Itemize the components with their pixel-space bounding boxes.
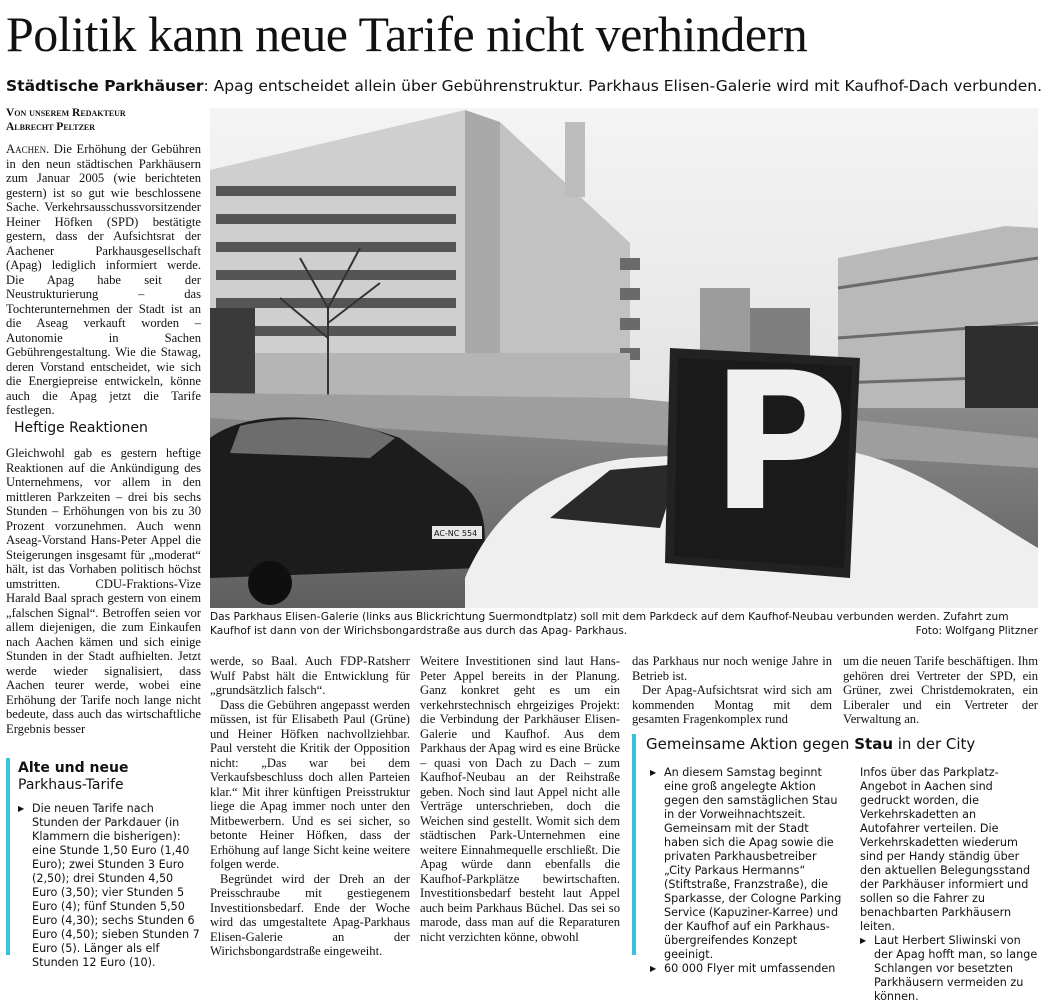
lead-text: Die Erhöhung der Gebühren in den neun städtischen Parkhäusern zum Januar 2005 (wie berichteten gestern) ist so gut wie beschlossene Sache. Verkehrsausschussvorsitzender Heiner Höfken (SPD) bestätigte gestern, dass der Aufsichtsrat der Aachener Parkhausgesellschaft (Apag) lediglich informiert werde. Die Apag habe seit der Neustrukturierung – das Tochterunternehmen der Stadt ist an die Aseag verkauft worden – Autonomie in Sachen Gebührengestaltung. Wie die Stawag, deren Vorstand entscheidet, wie sich die Energiepreise entwickeln, könne auch die Apag jetzt die Tarife festlegen. bbox=[6, 142, 201, 417]
paragraph-vertreter: um die neuen Tarife beschäftigen. Ihm gehören drei Vertreter der SPD, ein Grüner, zwei Christdemokraten, ein Liberaler und ein Vertreter der Verwaltung an. bbox=[843, 654, 1038, 726]
photo-caption bbox=[210, 611, 1038, 638]
stau-bullet-sliwinski: ▶ Laut Herbert Sliwinski von der Apag hofft man, so lange Schlangen vor besetzten Parkhäusern vermeiden zu können. bbox=[860, 934, 1038, 1004]
stau-text-kadetten: Infos über das Parkplatz-Angebot in Aachen sind gedruckt worden, die Verkehrskadetten an Autofahrer verteilen. Die Verkehrskadetten wiederum sind per Handy ständig über den aktuellen Belegungsstand der Parkhäuser informiert und sollen so die Fahrer zu benachbarten Parkhäusern leiten. bbox=[860, 766, 1031, 933]
photo-credit: Foto: Wolfgang Plitzner bbox=[910, 625, 1038, 639]
stau-bullet-aktion: ▶ An diesem Samstag beginnt eine groß angelegte Aktion gegen den samstäglichen Stau in der Vorweihnachtszeit. Gemeinsam mit der Stadt haben sich die Apag sowie die privaten Parkhausbetreiber „City Parkaus Hermanns“ (Stiftstraße, Franzstraße), die Sparkasse, der Cologne Parking Service (Kapuziner-Karree) und der Kaufhof auf ein Parkhaus-übergreifendes Konzept geeinigt. bbox=[650, 766, 846, 962]
article-column-2 bbox=[210, 654, 410, 958]
article-lead bbox=[6, 142, 201, 417]
article-column-3 bbox=[420, 654, 620, 954]
subheadline bbox=[6, 76, 1042, 96]
parking-sign-letter: P bbox=[710, 332, 850, 553]
photo-parkhaus-scene bbox=[210, 108, 1038, 608]
byline-role: Von unserem Redakteur bbox=[6, 107, 126, 119]
subheading-reaktionen: Heftige Reaktionen bbox=[14, 420, 148, 436]
infobox-tarife-title bbox=[10, 758, 206, 794]
caption-text: Das Parkhaus Elisen-Galerie (links aus Blickrichtung Suermondtplatz) soll mit dem Parkdeck auf dem Kaufhof-Neubau verbunden werden. Zufahrt zum Kaufhof ist dann von der Wirichsbongardstraße aus durch das Apag- Parkhaus. bbox=[210, 611, 1009, 637]
subhead-text: : Apag entscheidet allein über Gebührenstruktur. Parkhaus Elisen-Galerie wird mit Kaufhof-Dach verbunden. bbox=[203, 77, 1042, 95]
tarife-list: ▶ Die neuen Tarife nach Stunden der Parkdauer (in Klammern die bisherigen): eine Stunde 1,50 Euro (1,40 Euro); zwei Stunden 3 Euro (2,50); drei Stunden 4,50 Euro (3,50); vier Stunden 5 Euro (4); fünf Stunden 5,50 Euro (4,30); sechs Stunden 6 Euro (4,50); sieben Stunden 7 Euro (5). Länger als elf Stunden 12 Euro (10). bbox=[18, 802, 202, 970]
article-column-4 bbox=[632, 654, 832, 726]
infobox-tarife-title-2: Parkhaus-Tarife bbox=[18, 777, 124, 793]
paragraph-aufsichtsrat: Der Apag-Aufsichtsrat wird sich am kommenden Montag mit dem gesamten Fragenkomplex rund bbox=[632, 683, 832, 726]
paragraph-investition: Begründet wird der Dreh an der Preisschraube mit gestiegenem Investitionsbedarf. Ende der Woche wird das umgestaltete Apag-Parkhaus Elisen-Galerie an der Wirichsbongardstraße eingeweiht. bbox=[210, 871, 410, 958]
paragraph-reaktionen: Gleichwohl gab es gestern heftige Reaktionen auf die Ankündigung des Unternehmens, vor allem in den mittleren Parkzeiten – drei bis sechs Stunden – Erhöhungen von bis zu 30 Prozent vorzunehmen. Auch wenn Aseag-Vorstand Hans-Peter Appel die Steigerungen insgesamt für „moderat“ hält, ist das Vorhaben politisch höchst umstritten. CDU-Fraktions-Vize Harald Baal sprach gestern von einem „falschen Signal“. Betroffen seien vor allem diejenigen, die zum Einkaufen nach Aachen kämen und sich einige Stunden in der Stadt aufhielten. Jetzt werde wieder signalisiert, dass Aachen teurer werde, wobei eine Erhöhung der Tarife noch lange nicht bedeute, dass auch das wirtschaftliche Ergebnis besser bbox=[6, 446, 201, 736]
infobox-stau-column-2 bbox=[860, 766, 1038, 1003]
infobox-tarife bbox=[6, 758, 206, 969]
headline: Politik kann neue Tarife nicht verhindern bbox=[6, 6, 808, 62]
news-photo bbox=[210, 108, 1038, 608]
infobox-tarife-title-1: Alte und neue bbox=[18, 760, 129, 776]
infobox-stau-column-1 bbox=[650, 766, 846, 975]
subhead-kicker: Städtische Parkhäuser bbox=[6, 77, 204, 95]
stau-bullet-flyer: ▶ 60 000 Flyer mit umfassenden bbox=[650, 962, 846, 976]
paragraph-buechel-end: das Parkhaus nur noch wenige Jahre in Betrieb ist. bbox=[632, 654, 832, 683]
paragraph-baal: werde, so Baal. Auch FDP-Ratsherr Wulf Pabst hält die Entwicklung für „grundsätzlich falsch“. bbox=[210, 654, 410, 697]
article-column-1b bbox=[6, 446, 201, 759]
paragraph-paul: Dass die Gebühren angepasst werden müssen, ist für Elisabeth Paul (Grüne) und Heiner Höfken nachvollziehbar. Paul versteht die Kritik der Opposition nicht: „Das war bei dem Verkaufsbeschluss doch allen Parteien klar.“ Mit ihrer künftigen Preisstruktur liege die Apag immer noch unter den Mitbewerbern. Und es sei sicher, so betonte Heiner Höfken, dass der Erhöhung auf lange Sicht keine weitere folgen werde. bbox=[210, 697, 410, 871]
license-plate: AC-NC 554 bbox=[434, 529, 478, 538]
byline-author: Albrecht Peltzer bbox=[6, 121, 96, 133]
article-column-5 bbox=[843, 654, 1038, 726]
byline bbox=[6, 106, 206, 134]
dateline: Aachen. bbox=[6, 142, 50, 156]
infobox-stau-title: Gemeinsame Aktion gegen Stau in der City bbox=[646, 735, 976, 753]
paragraph-projekt: Weitere Investitionen sind laut Hans-Peter Appel bereits in der Planung. Ganz konkret geht es um ein verkehrstechnisch ehrgeiziges Projekt: die Verbindung der Parkhäuser Elisen-Galerie und Kaufhof. Aus dem Parkhaus der Apag wird es eine Brücke – quasi von Dach zu Dach – zum Kaufhof-Neubau an der Reihstraße geben. Noch sind laut Appel nicht alle Verträge unterschrieben, doch die Weichen sind gestellt. Womit sich dem städtischen Park-Unternehmen eine weitere Einnahmequelle erschließt. Die Apag würde dann ebenfalls die Kaufhof-Parkplätze bewirtschaften. Investitionsbedarf besteht laut Appel auch beim Parkhaus Büchel. Das sei so marode, dass man auf die Reparaturen nicht verzichten könne, obwohl bbox=[420, 654, 620, 944]
